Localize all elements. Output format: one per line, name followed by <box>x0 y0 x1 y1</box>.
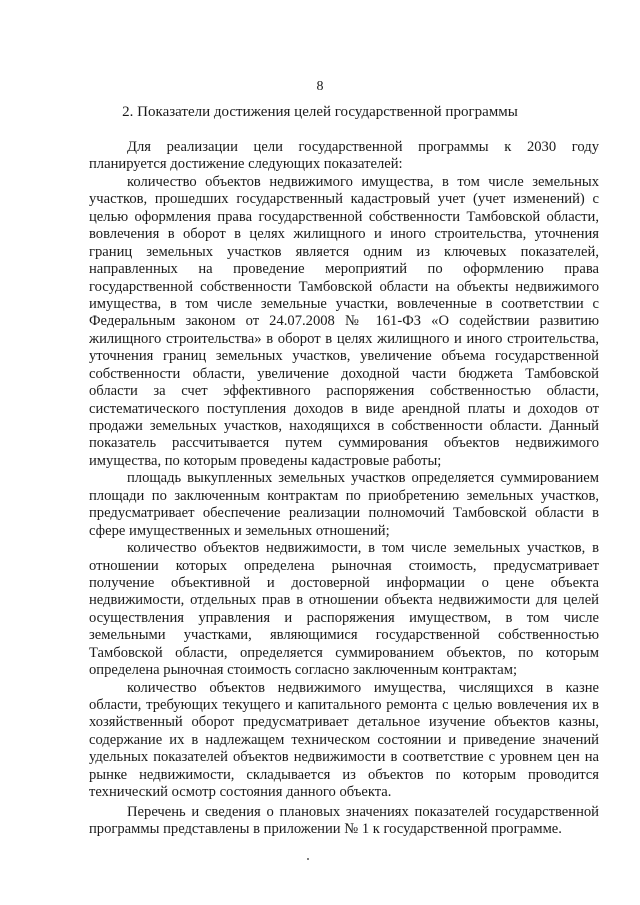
text-line: получение объективной и достоверной информации о цене объекта <box>89 574 599 591</box>
text-line: показатель рассчитывается путем суммирования объектов недвижимого <box>89 435 599 452</box>
text-line: технический осмотр состояния данного объекта. <box>89 784 392 801</box>
text-line: количество объектов недвижимости, в том числе земельных участков, в <box>127 540 599 557</box>
text-line: области за счет эффективного распоряжения собственностью области, <box>89 383 599 400</box>
text-line: государственной собственности Тамбовской области на объекты недвижимого <box>89 278 599 295</box>
text-line: недвижимости, отдельных прав в отношении объекта недвижимости для целей <box>89 592 599 609</box>
text-line: количество объектов недвижимого имущества, в том числе земельных <box>127 173 599 190</box>
text-line: целью оформления права государственной собственности Тамбовской области, <box>89 208 599 225</box>
text-line: Тамбовской области, определяется суммированием объектов, по которым <box>89 644 599 661</box>
paragraph <box>89 470 599 540</box>
text-line: вовлечения в оборот в целях жилищного и иного строительства, уточнения <box>89 226 599 243</box>
text-line: участков, прошедших государственный кадастровый учет (учет изменений) с <box>89 191 599 208</box>
text-line: определена рыночная стоимость согласно заключенным контрактам; <box>89 662 518 679</box>
scan-speck <box>307 858 309 860</box>
text-line: Федеральным законом от 24.07.2008 № 161-ФЗ «О содействии развитию <box>89 313 599 330</box>
text-line: количество объектов недвижимого имущества, числящихся в казне <box>127 679 599 696</box>
text-line: отношении которых определена рыночная стоимость, предусматривает <box>89 557 599 574</box>
text-line: площади по заключенным контрактам по приобретению земельных участков, <box>89 487 599 504</box>
text-line: планируется достижение следующих показателей: <box>89 156 403 173</box>
text-line: осуществления управления и распоряжения имуществом, в том числе <box>89 609 599 626</box>
text-line: Для реализации цели государственной программы к 2030 году <box>127 139 599 155</box>
paragraph <box>89 540 599 680</box>
paragraph <box>89 680 599 802</box>
text-line: границ земельных участков является одним из ключевых показателей, <box>89 243 599 260</box>
text-line: сфере имущественных и земельных отношений; <box>89 522 390 539</box>
text-line: направленных на проведение мероприятий по оформлению права <box>89 261 599 278</box>
paragraph <box>89 174 599 470</box>
text-line: жилищного строительства» в оборот в целях жилищного и иного строительства, <box>89 330 599 347</box>
text-line: удельных показателей объектов недвижимости в соответствие с уровнем цен на <box>89 749 599 766</box>
text-line: имущества, в том числе земельные участки, вовлеченные в соответствии с <box>89 295 599 312</box>
text-line: земельными участками, являющимися государственной собственностью <box>89 627 599 644</box>
text-line: систематического поступления доходов в виде арендной платы и доходов от <box>89 400 599 417</box>
section-heading: 2. Показатели достижения целей государственной программы <box>122 104 518 120</box>
text-line: предусматривает обеспечение реализации полномочий Тамбовской области в <box>89 505 599 522</box>
text-line: уточнения границ земельных участков, увеличение объема государственной <box>89 348 599 365</box>
paragraph <box>89 804 599 839</box>
text-line: программы представлены в приложении № 1 к государственной программе. <box>89 821 562 838</box>
text-line: продажи земельных участков, находящихся в собственности области. Данный <box>89 418 599 434</box>
document-body <box>89 139 599 839</box>
paragraph <box>89 139 599 174</box>
text-line: имущества, по которым проведены кадастровые работы; <box>89 452 442 469</box>
text-line: содержание их в надлежащем техническом состоянии и приведение значений <box>89 731 599 748</box>
text-line: хозяйственный оборот предусматривает детальное изучение объектов казны, <box>89 714 599 731</box>
page-number: 8 <box>316 79 324 94</box>
text-line: рынке недвижимости, складывается из объектов по которым проводится <box>89 766 599 783</box>
text-line: Перечень и сведения о плановых значениях показателей государственной <box>127 803 599 820</box>
text-line: собственности области, увеличение доходной части бюджета Тамбовской <box>89 365 599 382</box>
text-line: площадь выкупленных земельных участков определяется суммированием <box>127 470 599 487</box>
text-line: области, требующих текущего и капитального ремонта с целью вовлечения их в <box>89 697 599 713</box>
